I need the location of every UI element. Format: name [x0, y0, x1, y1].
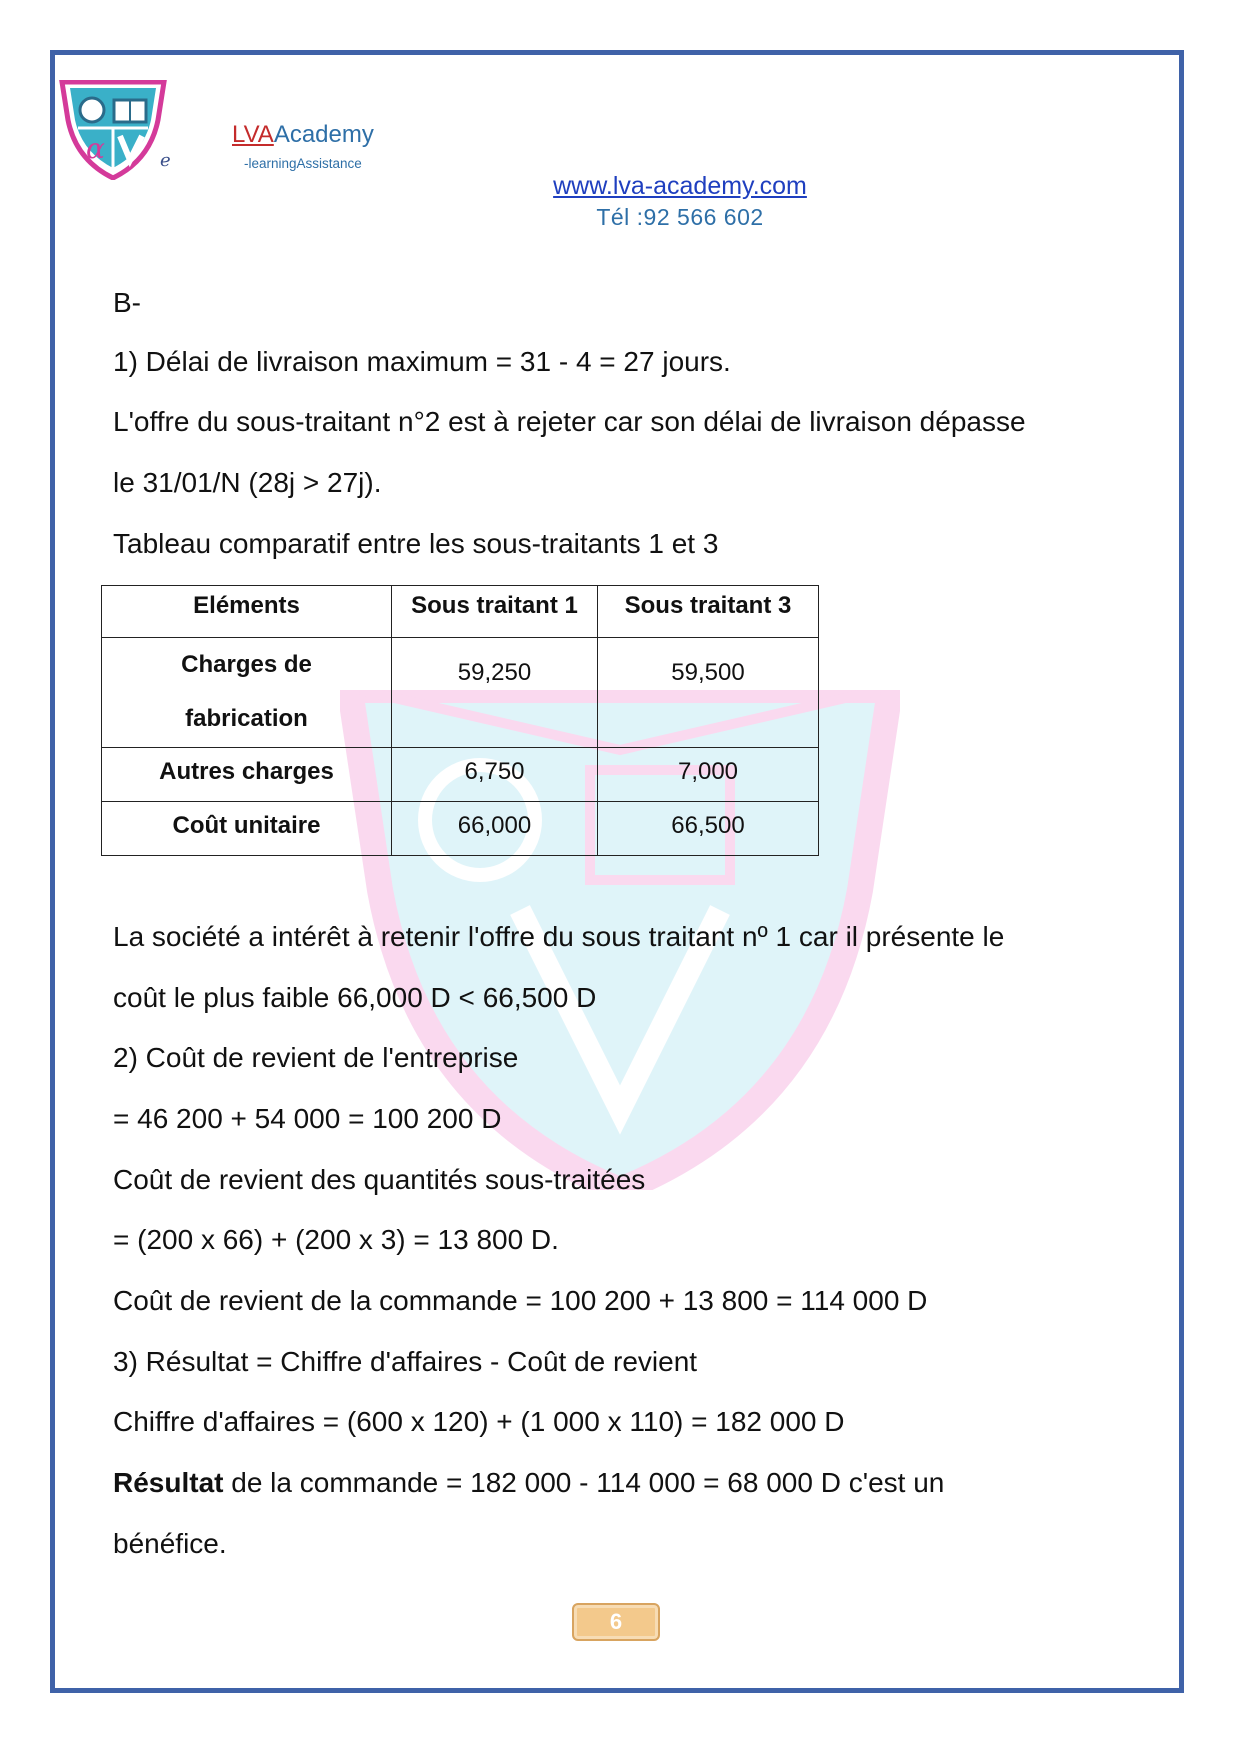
cell-value: 66,000 [392, 802, 598, 856]
cell-value: 59,500 [598, 638, 819, 748]
paragraph-5: 2) Coût de revient de l'entreprise [113, 1042, 519, 1073]
brand-tagline: -learningAssistance [244, 156, 362, 171]
paragraph-3: Tableau comparatif entre les sous-traitants 1 et 3 [113, 528, 719, 559]
row-label-line1: Charges de [181, 651, 312, 678]
paragraph-9: Coût de revient de la commande = 100 200 + 13 800 = 114 000 D [113, 1285, 928, 1316]
row-label-cout-unitaire: Coût unitaire [102, 802, 392, 856]
section-label: B- [113, 287, 141, 318]
table-header-st1: Sous traitant 1 [392, 586, 598, 638]
paragraph-4b: coût le plus faible 66,000 D < 66,500 D [113, 982, 597, 1013]
paragraph-8: = (200 x 66) + (200 x 3) = 13 800 D. [113, 1224, 559, 1255]
resultat-bold: Résultat [113, 1467, 224, 1498]
cell-value: 6,750 [392, 748, 598, 802]
table-header-elements: Eléments [102, 586, 392, 638]
paragraph-1: 1) Délai de livraison maximum = 31 - 4 = 27 jours. [113, 346, 731, 377]
website-link[interactable]: www.lva-academy.com [553, 172, 807, 200]
cell-value: 59,250 [392, 638, 598, 748]
brand-name [232, 121, 374, 149]
row-label-autres-charges: Autres charges [102, 748, 392, 802]
row-label-line2: fabrication [185, 705, 308, 732]
paragraph-13: bénéfice. [113, 1528, 227, 1559]
table-row [102, 802, 819, 856]
paragraph-7: Coût de revient des quantités sous-traitées [113, 1164, 646, 1195]
paragraph-6: = 46 200 + 54 000 = 100 200 D [113, 1103, 502, 1134]
lva-logo-icon [58, 80, 168, 180]
page-number-badge: 6 [572, 1603, 660, 1641]
svg-text:α: α [86, 132, 105, 165]
phone-number: Tél :92 566 602 [596, 204, 764, 230]
logo-e-mark: e [160, 150, 171, 171]
brand-lva: LVA [232, 121, 274, 148]
table-header-row [102, 586, 819, 638]
table-header-st3: Sous traitant 3 [598, 586, 819, 638]
paragraph-12-rest: de la commande = 182 000 - 114 000 = 68 000 D c'est un [223, 1467, 945, 1498]
paragraph-11: Chiffre d'affaires = (600 x 120) + (1 000 x 110) = 182 000 D [113, 1406, 845, 1437]
cell-value: 7,000 [598, 748, 819, 802]
cell-value: 66,500 [598, 802, 819, 856]
paragraph-12 [113, 1466, 944, 1500]
paragraph-4a: La société a intérêt à retenir l'offre du sous traitant nº 1 car il présente le [113, 921, 1005, 952]
row-label-charges-fabrication [102, 638, 392, 748]
comparison-table [101, 585, 819, 856]
paragraph-10: 3) Résultat = Chiffre d'affaires - Coût de revient [113, 1346, 698, 1377]
paragraph-2a: L'offre du sous-traitant n°2 est à rejeter car son délai de livraison dépasse [113, 406, 1026, 437]
table-row [102, 638, 819, 748]
paragraph-2b: le 31/01/N (28j > 27j). [113, 467, 382, 498]
brand-academy: Academy [273, 121, 374, 148]
table-row [102, 748, 819, 802]
